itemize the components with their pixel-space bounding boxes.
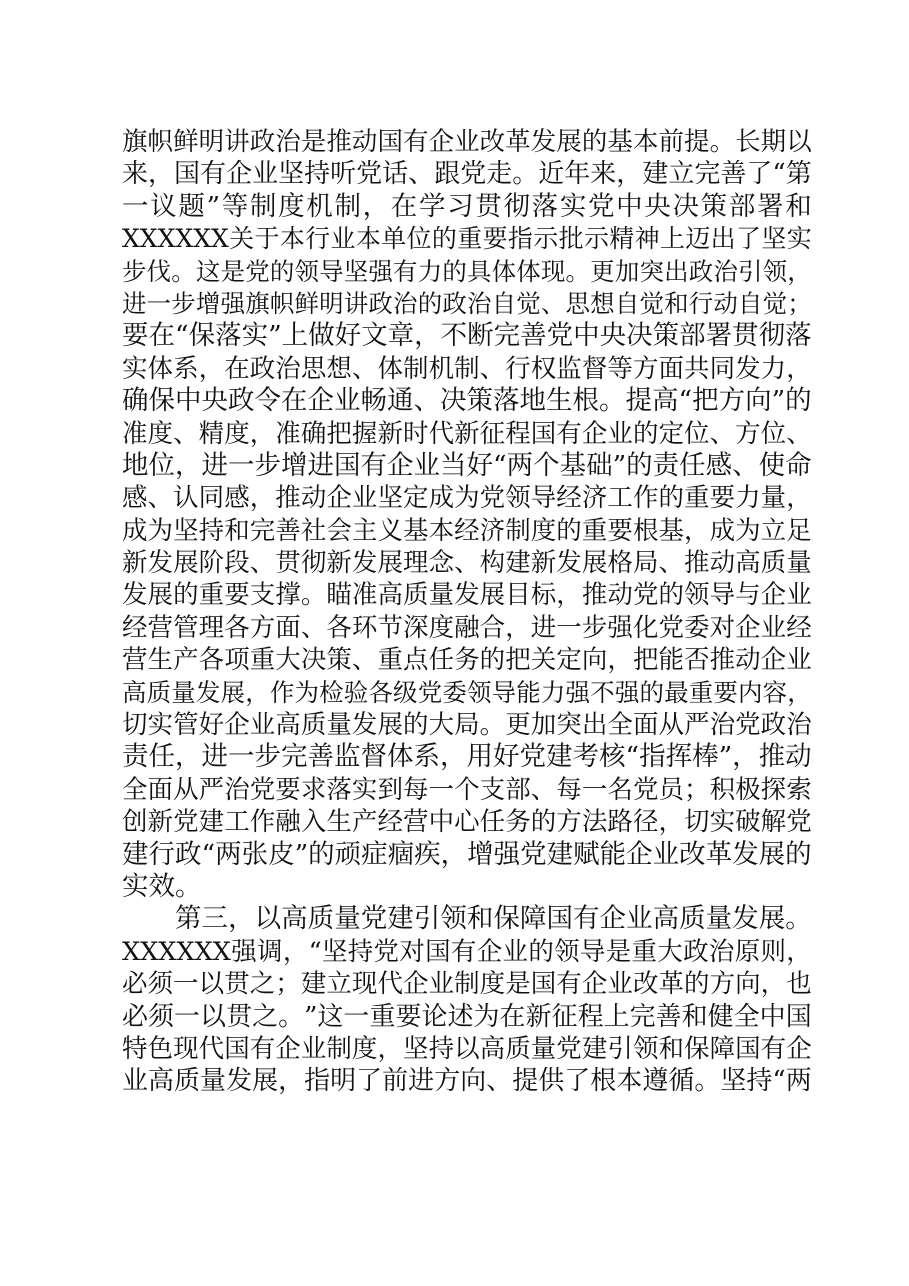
text-line: 建 行 政 “ 两 张 皮 ” 的 顽 症 痼 疾 ， 增 强 党 建 赋 能 企 业 改 革 发 展 的 [122, 838, 812, 870]
text-line: 切 实 管 好 企 业 高 质 量 发 展 的 大 局 。 更 加 突 出 全 面 从 严 治 党 政 治 [122, 710, 812, 741]
text-line: 步 伐 。 这 是 党 的 领 导 坚 强 有 力 的 具 体 体 现 。 更 加 突 出 政 治 引 领 ， [122, 256, 812, 286]
text-line: 经 营 管 理 各 方 面 、 各 环 节 深 度 融 合 ， 进 一 步 强 化 党 委 对 企 业 经 [122, 612, 812, 643]
text-line: 发 展 的 重 要 支 撑 。 瞄 准 高 质 量 发 展 目 标 ， 推 动 党 的 领 导 与 企 业 [122, 580, 812, 611]
text-line: 实效。 [122, 870, 202, 902]
text-line: 特 色 现 代 国 有 企 业 制 度 ， 坚 持 以 高 质 量 党 建 引 领 和 保 障 国 有 企 [122, 1033, 812, 1064]
text-line: 必 须 一 以 贯 之 。 ” 这 一 重 要 论 述 为 在 新 征 程 上 完 善 和 健 全 中 国 [122, 1001, 812, 1032]
text-line: 确 保 中 央 政 令 在 企 业 畅 通 、 决 策 落 地 生 根 。 提 高 “ 把 方 向 ” 的 [122, 385, 812, 417]
text-line: 地 位 ， 进 一 步 增 进 国 有 企 业 当 好 “ 两 个 基 础 ” 的 责 任 感 、 使 命 [122, 449, 812, 481]
text-line: 全 面 从 严 治 党 要 求 落 实 到 每 一 个 支 部 、 每 一 名 党 员 ； 积 极 探 索 [122, 774, 812, 805]
text-line: 必 须 一 以 贯 之 ； 建 立 现 代 企 业 制 度 是 国 有 企 业 改 革 的 方 向 ， 也 [122, 969, 812, 1000]
text-line: 成 为 坚 持 和 完 善 社 会 主 义 基 本 经 济 制 度 的 重 要 根 基 ， 成 为 立 足 [122, 515, 812, 546]
text-line: 来 ， 国 有 企 业 坚 持 听 党 话 、 跟 党 走 。 近 年 来 ， 建 立 完 善 了 “ 第 [122, 159, 812, 190]
text-line: 实 体 系 ， 在 政 治 思 想 、 体 制 机 制 、 行 权 监 督 等 方 面 共 同 发 力 ， [122, 353, 812, 384]
text-line: 一 议 题 ” 等 制 度 机 制 ， 在 学 习 贯 彻 落 实 党 中 央 决 策 部 署 和 [122, 190, 812, 222]
text-line: 高 质 量 发 展 ， 作 为 检 验 各 级 党 委 领 导 能 力 强 不 强 的 最 重 要 内 容 ， [122, 677, 812, 707]
text-line: 营 生 产 各 项 重 大 决 策 、 重 点 任 务 的 把 关 定 向 ， 把 能 否 推 动 企 业 [122, 645, 812, 676]
text-line: 感 、 认 同 感 ， 推 动 企 业 坚 定 成 为 党 领 导 经 济 工 作 的 重 要 力 量 ， [122, 483, 812, 514]
text-line: 旗 帜 鲜 明 讲 政 治 是 推 动 国 有 企 业 改 革 发 展 的 基 本 前 提 。 长 期 以 [122, 126, 812, 157]
text-line: XXXXXX 强 调 ， “ 坚 持 党 对 国 有 企 业 的 领 导 是 重 大 政 治 原 则 ， [122, 936, 812, 967]
text-line: 新 发 展 阶 段 、 贯 彻 新 发 展 理 念 、 构 建 新 发 展 格 局 、 推 动 高 质 量 [122, 548, 812, 579]
text-line: 要 在 “ 保 落 实 ” 上 做 好 文 章 ， 不 断 完 善 党 中 央 决 策 部 署 贯 彻 落 [122, 320, 812, 352]
text-line: 进 一 步 增 强 旗 帜 鲜 明 讲 政 治 的 政 治 自 觉 、 思 想 自 觉 和 行 动 自 觉 ； [122, 288, 812, 318]
document-body [122, 126, 812, 1098]
text-line: XXXXXX 关 于 本 行 业 本 单 位 的 重 要 指 示 批 示 精 神 上 迈 出 了 坚 实 [122, 224, 812, 254]
text-line: 创 新 党 建 工 作 融 入 生 产 经 营 中 心 任 务 的 方 法 路 径 ， 切 实 破 解 党 [122, 807, 812, 838]
text-line: 责 任 ， 进 一 步 完 善 监 督 体 系 ， 用 好 党 建 考 核 “ 指 挥 棒 ” ， 推 动 [122, 741, 812, 773]
text-line: 第 三 ， 以 高 质 量 党 建 引 领 和 保 障 国 有 企 业 高 质 量 发 展 。 [175, 903, 812, 935]
paragraph-2 [122, 903, 812, 1097]
paragraph-1 [122, 126, 812, 903]
text-line: 准 度 、 精 度 ， 准 确 把 握 新 时 代 新 征 程 国 有 企 业 的 定 位 、 方 位 、 [122, 418, 812, 449]
text-line: 业 高 质 量 发 展 ， 指 明 了 前 进 方 向 、 提 供 了 根 本 遵 循 。 坚 持 “ 两 [122, 1066, 812, 1097]
